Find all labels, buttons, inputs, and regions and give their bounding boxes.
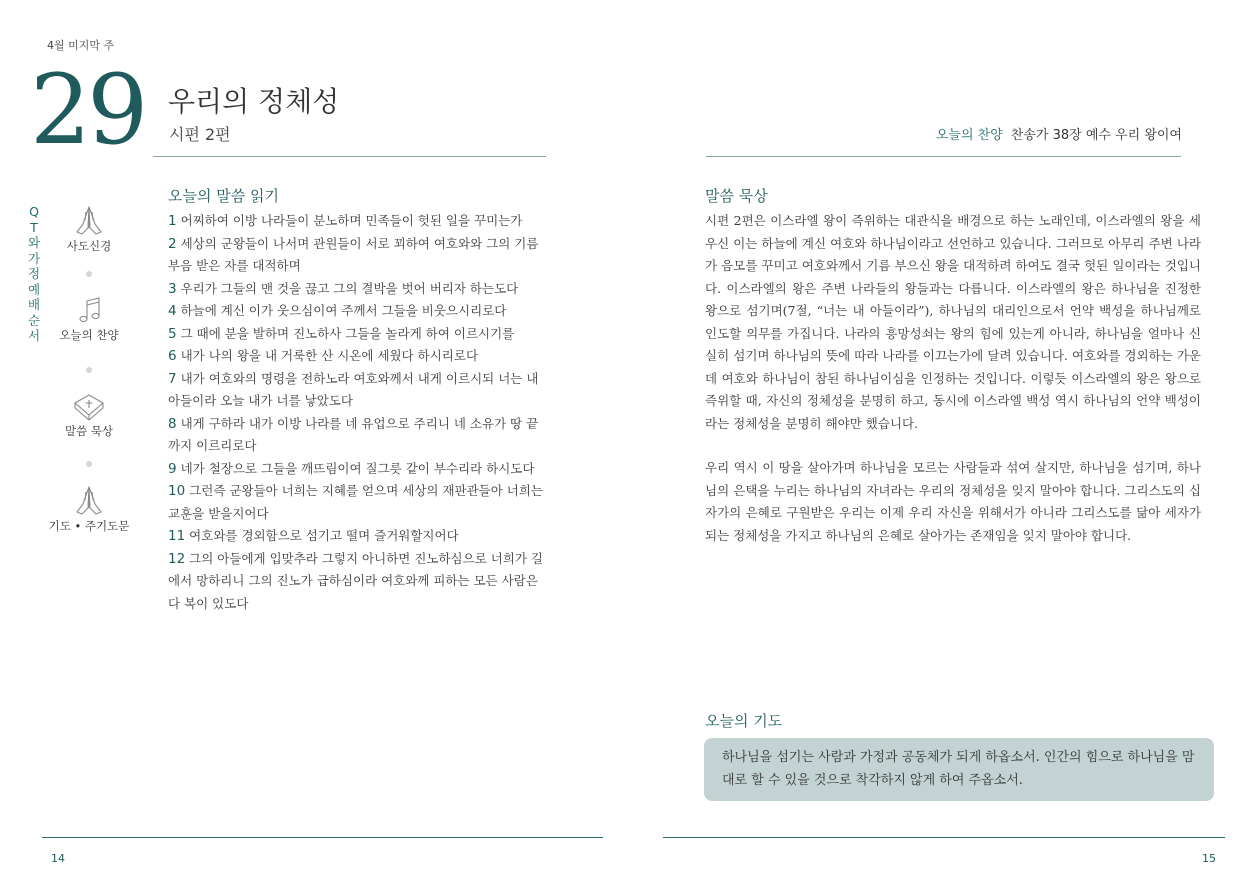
verse-text: 여호와를 경외함으로 섬기고 떨며 즐거워할지어다 [189,528,459,543]
verse-list [168,210,550,615]
verse-text: 네가 철장으로 그들을 깨뜨림이여 질그릇 같이 부수리라 하시도다 [180,460,535,476]
sidebar-item-label: 사도신경 [66,239,112,253]
footer-divider [42,837,603,838]
sidebar-item-label: 오늘의 찬양 [59,328,119,342]
praying-hands-icon [69,204,109,238]
verse-number: 7 [168,370,177,387]
verse [168,480,550,525]
divider [706,156,1181,157]
sidebar-vertical-label: QT와 가정예배 순서 [27,204,45,343]
verse [168,323,550,346]
meditation-heading: 말씀 묵상 [705,187,768,205]
verse-number: 8 [168,415,177,432]
verse-number: 3 [168,280,177,297]
verse-text: 하늘에 계신 이가 웃으심이여 주께서 그들을 비웃으시리로다 [180,303,507,318]
verse-number: 2 [168,235,177,252]
sidebar-item-label: 말씀 묵상 [64,424,114,438]
verse-number: 4 [168,303,177,319]
meditation-paragraph: 우리 역시 이 땅을 살아가며 하나님을 모르는 사람들과 섞여 살지만, 하나님을 섬기며, 하나님의 은택을 누리는 하나님의 자녀라는 우리의 정체성을 잊지 말아야 합니다. 그리스도의 십자가의 은혜로 구원받은 우리는 이제 우리 자신을 위해서가 아니라 그리스도를 닮아 세자가 되는 정체성을 가지고 하나님의 은혜로 살아가는 존재임을 잊지 말아야 합니다. [705,460,1201,543]
verse-number: 5 [168,325,177,342]
hymn-label: 오늘의 찬양 [935,128,1003,143]
verse [168,345,550,368]
prayer-heading: 오늘의 기도 [705,712,783,730]
verse [168,233,550,278]
praying-hands-icon [69,484,109,518]
separator-dot [86,271,92,277]
verse [168,300,550,323]
page-number-right: 15 [1202,852,1216,865]
page-title: 우리의 정체성 [168,85,340,118]
verse-text: 내가 나의 왕을 내 거룩한 산 시온에 세웠다 하시리로다 [180,348,479,363]
verse [168,548,550,616]
verse-text: 내게 구하라 내가 이방 나라를 네 유업으로 주리니 네 소유가 땅 끝까지 이르리로다 [168,415,539,453]
divider [153,156,546,157]
verse-text: 그의 아들에게 입맞추라 그렇지 아니하면 진노하심으로 너희가 길에서 망하리니 그의 진노가 급하심이라 여호와께 피하는 모든 사람은 다 복이 있도다 [168,550,544,611]
verse-number: 12 [168,550,186,567]
scripture-reference: 시편 2편 [169,125,231,144]
bible-icon [69,389,109,423]
verse-number: 1 [168,213,177,229]
prayer-box: 하나님을 섬기는 사람과 가정과 공동체가 되게 하옵소서. 인간의 힘으로 하나님을 맘대로 할 수 있을 것으로 착각하지 않게 하여 주옵소서. [704,738,1214,801]
verse-number: 6 [168,348,177,364]
reading-heading: 오늘의 말씀 읽기 [168,187,279,205]
verse-text: 세상의 군왕들이 나서며 관원들이 서로 꾀하여 여호와와 그의 기름 부음 받은 자를 대적하며 [168,235,539,273]
verse [168,368,550,413]
verse [168,525,550,548]
week-label: 4월 미지막 주 [47,39,115,52]
separator-dot [86,367,92,373]
verse-number: 10 [168,483,186,499]
todays-hymn [936,124,1182,143]
verse-text: 그런즉 군왕들아 너희는 지혜를 얻으며 세상의 재판관들아 너희는 교훈을 받을지어다 [168,483,544,521]
verse-number: 9 [168,460,177,477]
sidebar-item-label: 기도 • 주기도문 [48,519,130,533]
verse-number: 11 [168,528,186,544]
verse-text: 어찌하여 이방 나라들이 분노하며 민족들이 헛된 일을 꾸미는가 [180,213,523,228]
verse-text: 내가 여호와의 명령을 전하노라 여호와께서 내게 이르시되 너는 내 아들이라 오늘 내가 너를 낳았도다 [168,370,539,408]
verse [168,278,550,301]
meditation-paragraph: 시편 2편은 이스라엘 왕이 즉위하는 대관식을 배경으로 하는 노래인데, 이스라엘의 왕을 세우신 이는 하늘에 계신 여호와 하나님이라고 선언하고 있습니다. 그러므로 아무리 주변 나라가 음모를 꾸미고 여호와께서 기름 부으신 왕을 대적하려 하여도 결국 헛된 일이라는 것입니다. 이스라엘의 왕은 주변 나라들의 왕들과는 다릅니다. 이스라엘의 왕은 하나님을 진정한 왕으로 섬기며(7절, “너는 내 아들이라”), 하나님의 대리인으로서 언약 백성을 하나님께로 인도할 의무를 가집니다. 나라의 흥망성쇠는 왕의 힘에 있는게 아니라, 하나님을 얼마나 신실히 섬기며 하나님의 뜻에 따라 나라를 이끄는가에 달려 있습니다. 여호와를 경외하는 가운데 여호와 하나님이 참된 하나님이심을 인정하는 것입니다. 이렇듯 이스라엘의 왕은 왕으로 즉위할 때, 자신의 정체성을 분명히 하고, 동시에 이스라엘 백성 역시 하나님의 언약 백성이라는 정체성을 분명히 해야만 했습니다. [705,213,1201,431]
footer-divider [663,837,1225,838]
music-note-icon [69,293,109,327]
meditation-body [705,210,1201,569]
verse-text: 그 때에 분을 발하며 진노하사 그들을 놀라게 하여 이르시기를 [180,325,515,341]
verse [168,210,550,233]
hymn-text: 찬송가 38장 예수 우리 왕이여 [1010,128,1182,143]
day-number: 29 [30,54,145,166]
verse [168,413,550,458]
verse [168,458,550,481]
verse-text: 우리가 그들의 맨 것을 끊고 그의 결박을 벗어 버리자 하는도다 [180,280,519,296]
separator-dot [86,461,92,467]
page-number-left: 14 [51,852,65,865]
